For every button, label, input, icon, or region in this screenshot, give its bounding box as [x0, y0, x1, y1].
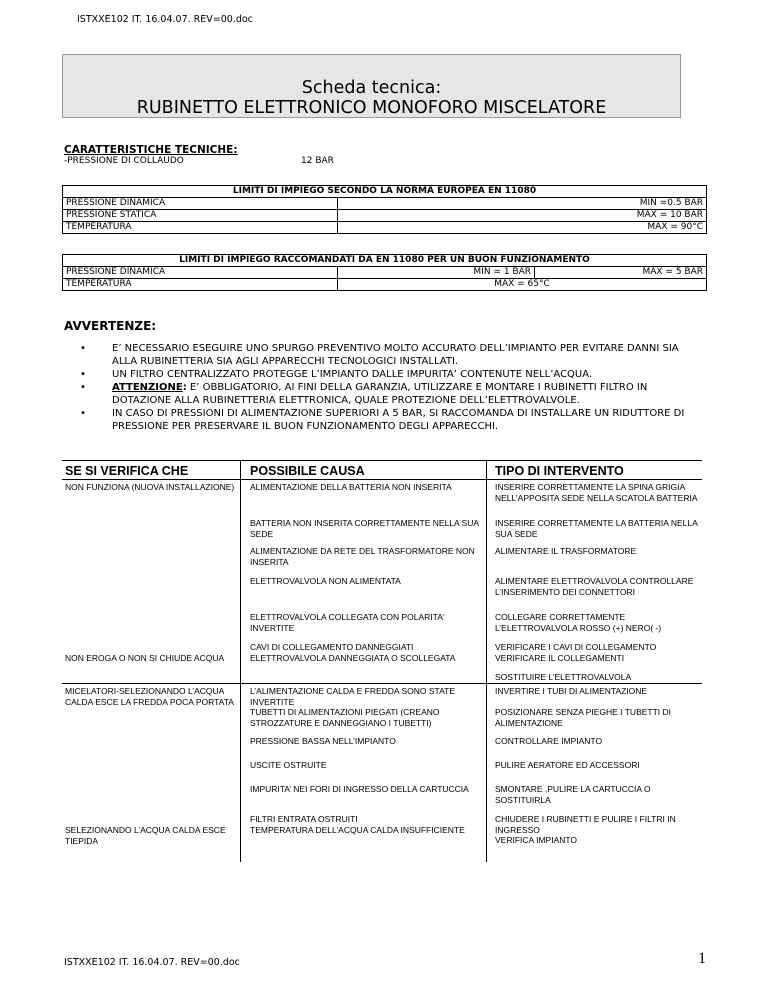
column-header: POSSIBILE CAUSA [250, 464, 365, 478]
table-cell: ALIMENTARE ELETTROVALVOLA CONTROLLARE L’INSERIMENTO DEI CONNETTORI [495, 576, 694, 597]
table-cell: ALIMENTAZIONE DELLA BATTERIA NON INSERITA [250, 482, 452, 492]
table-cell: FILTRI ENTRATA OSTRUITI [250, 814, 358, 824]
table-cell: INVERTIRE I TUBI DI ALIMENTAZIONE [495, 686, 648, 696]
limiti-norma-table [62, 185, 707, 234]
table-cell: MAX = 65°C [338, 279, 707, 291]
table-cell: TEMPERATURA [63, 279, 338, 291]
title-box [62, 54, 681, 118]
table-cell: PULIRE AERATORE ED ACCESSORI [495, 760, 640, 770]
table-cell: SOSTITUIRE L’ELETTROVALVOLA [495, 672, 632, 682]
table-cell: COLLEGARE CORRETTAMENTE L’ELETTROVALVOLA ROSSO (+) NERO( -) [495, 612, 662, 633]
table-cell: VERIFICA IMPIANTO [495, 835, 578, 845]
avvertenze-list [80, 342, 700, 433]
divider [62, 460, 702, 461]
table-cell: INSERIRE CORRETTAMENTE LA BATTERIA NELLA SUA SEDE [495, 518, 698, 539]
limiti-racc-heading: LIMITI DI IMPIEGO RACCOMANDATI DA EN 11080 PER UN BUON FUNZIONAMENTO [63, 255, 707, 267]
table-cell: NON EROGA O NON SI CHIUDE ACQUA [65, 653, 225, 663]
table-cell: MIN =0.5 BAR [338, 198, 707, 210]
table-cell: TEMPERATURA [63, 222, 338, 234]
section-heading-avvertenze: AVVERTENZE: [64, 319, 157, 333]
table-cell: VERIFICARE I CAVI DI COLLEGAMENTO [495, 642, 657, 652]
table-cell: BATTERIA NON INSERITA CORRETTAMENTE NELLA SUA SEDE [250, 518, 479, 539]
column-header: TIPO DI INTERVENTO [495, 464, 624, 478]
page-number: 1 [698, 950, 706, 967]
table-cell: NON FUNZIONA (NUOVA INSTALLAZIONE) [65, 482, 235, 492]
limiti-norma-heading: LIMITI DI IMPIEGO SECONDO LA NORMA EUROPEA EN 11080 [63, 186, 707, 198]
table-cell: SMONTARE ,PULIRE LA CARTUCCIA O SOSTITUIRLA [495, 784, 651, 805]
limiti-racc-table [62, 254, 707, 291]
table-cell: INSERIRE CORRETTAMENTE LA SPINA GRIGIA NELL’APPOSITA SEDE NELLA SCATOLA BATTERIA [495, 482, 698, 503]
table-cell: MIN = 1 BAR [338, 267, 535, 279]
divider [62, 683, 702, 684]
divider [486, 460, 487, 862]
collaudo-value: 12 BAR [301, 156, 334, 166]
table-cell: USCITE OSTRUITE [250, 760, 327, 770]
section-heading-caratteristiche: CARATTERISTICHE TECNICHE: [64, 144, 238, 156]
list-item: • IN CASO DI PRESSIONI DI ALIMENTAZIONE SUPERIORI A 5 BAR, SI RACCOMANDA DI INSTALLARE UN RIDUTTORE DI PRESSIONE PER PRESERVARE IL BUON FUNZIONAMENTO DEGLI APPARECCHI. [80, 408, 685, 432]
page-footer: ISTXXE102 IT. 16.04.07. REV=00.doc [64, 957, 240, 968]
title-line-2: RUBINETTO ELETTRONICO MONOFORO MISCELATORE [136, 98, 607, 118]
divider [62, 479, 702, 480]
table-cell: MICELATORI-SELEZIONANDO L’ACQUA CALDA ESCE LA FREDDA POCA PORTATA [65, 686, 234, 707]
table-cell: PRESSIONE DINAMICA [63, 198, 338, 210]
table-cell: VERIFICARE IL COLLEGAMENTI [495, 653, 625, 663]
page-header: ISTXXE102 IT. 16.04.07. REV=00.doc [77, 14, 253, 25]
table-cell: PRESSIONE STATICA [63, 210, 338, 222]
table-cell: CONTROLLARE IMPIANTO [495, 736, 603, 746]
table-cell: ALIMENTAZIONE DA RETE DEL TRASFORMATORE NON INSERITA [250, 546, 475, 567]
title-line-1: Scheda tecnica: [301, 78, 442, 98]
table-cell: CAVI DI COLLEGAMENTO DANNEGGIATI [250, 642, 414, 652]
collaudo-label: -PRESSIONE DI COLLAUDO [64, 156, 184, 166]
table-cell: MAX = 5 BAR [535, 267, 707, 279]
table-cell: ELETTROVALVOLA DANNEGGIATA O SCOLLEGATA [250, 653, 456, 663]
table-cell: MAX = 10 BAR [338, 210, 707, 222]
table-cell: L’ALIMENTAZIONE CALDA E FREDDA SONO STATE INVERTITE [250, 686, 455, 707]
table-cell: ALIMENTARE IL TRASFORMATORE [495, 546, 637, 556]
table-cell: TEMPERATURA DELL’ACQUA CALDA INSUFFICIENTE [250, 825, 465, 835]
column-header: SE SI VERIFICA CHE [65, 464, 189, 478]
table-cell: ELETTROVALVOLA NON ALIMENTATA [250, 576, 401, 586]
table-cell: TUBETTI DI ALIMENTAZIONI PIEGATI (CREANO STROZZATURE E DANNEGGIANO I TUBETTI) [250, 707, 440, 728]
divider [240, 460, 241, 862]
table-cell: SELEZIONANDO L’ACQUA CALDA ESCE TIEPIDA [65, 825, 226, 846]
list-item: • UN FILTRO CENTRALIZZATO PROTEGGE L’IMPIANTO DALLE IMPURITA’ CONTENUTE NELL’ACQUA. [80, 369, 593, 380]
table-cell: PRESSIONE DINAMICA [63, 267, 338, 279]
table-cell: MAX = 90°C [338, 222, 707, 234]
list-item: • E’ NECESSARIO ESEGUIRE UNO SPURGO PREVENTIVO MOLTO ACCURATO DELL’IMPIANTO PER EVITARE DANNI SIA ALLA RUBINETTERIA SIA AGLI APPARECCHI TECNOLOGICI INSTALLATI. [80, 343, 679, 367]
list-item: • ATTENZIONE: E’ OBBLIGATORIO, AI FINI DELLA GARANZIA, UTILIZZARE E MONTARE I RUBINETTI FILTRO IN DOTAZIONE ALLA RUBINETTERIA ELETTRONICA, QUALE PROTEZIONE DELL’ELETTROVALVOLE. [80, 382, 648, 406]
table-cell: POSIZIONARE SENZA PIEGHE I TUBETTI DI ALIMENTAZIONE [495, 707, 672, 728]
attenzione-label: ATTENZIONE [112, 382, 183, 393]
table-cell: ELETTROVALVOLA COLLEGATA CON POLARITA’ INVERTITE [250, 612, 444, 633]
table-cell: IMPURITA’ NEI FORI DI INGRESSO DELLA CARTUCCIA [250, 784, 469, 794]
table-cell: CHIUDERE I RUBINETTI E PULIRE I FILTRI IN INGRESSO [495, 814, 676, 835]
table-cell: PRESSIONE BASSA NELL’IMPIANTO [250, 736, 396, 746]
